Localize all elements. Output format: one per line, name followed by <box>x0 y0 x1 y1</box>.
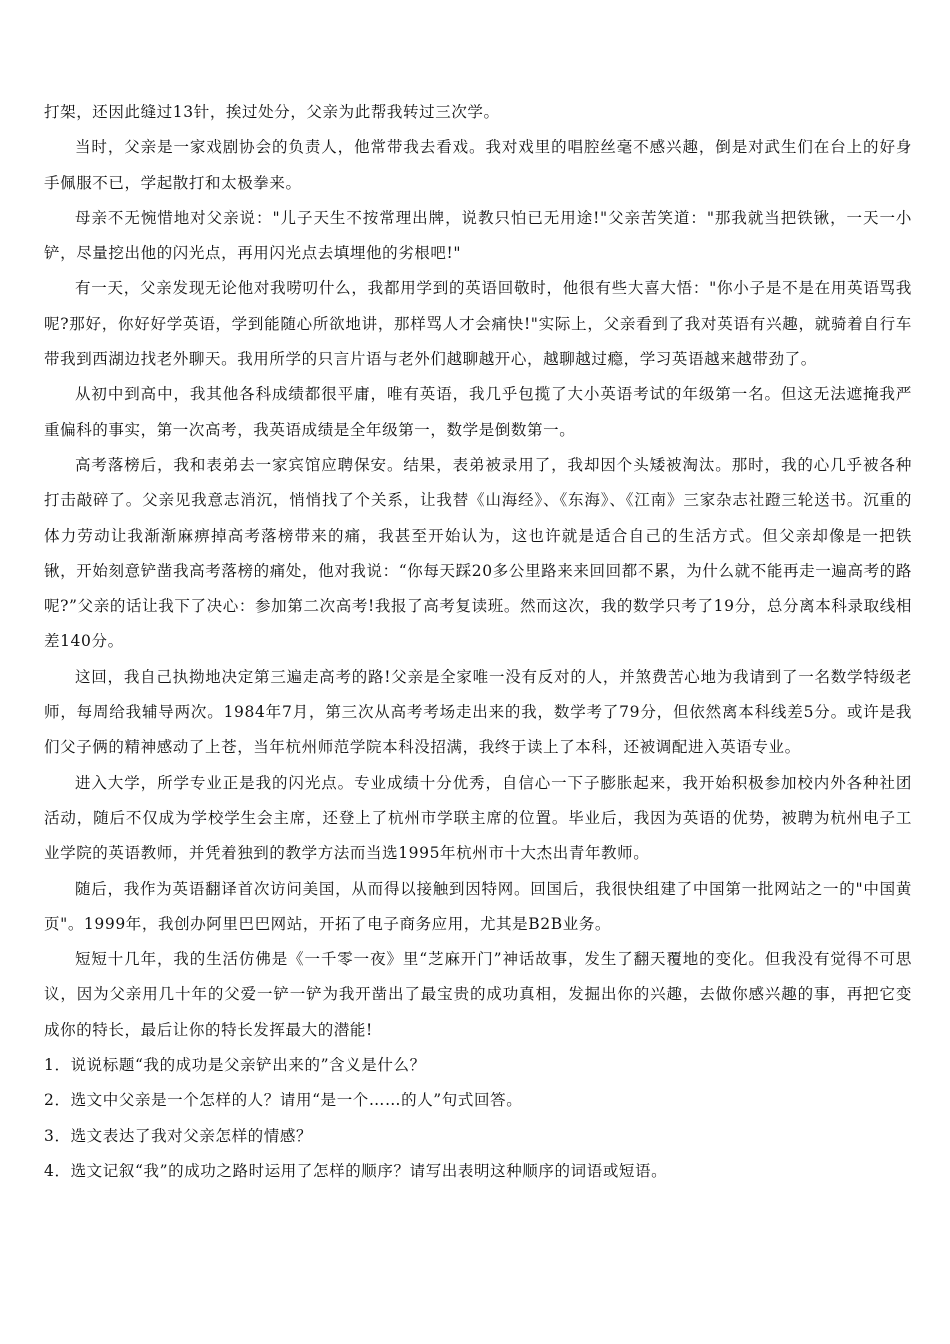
article-paragraph-continued: 打架，还因此缝过13针，挨过处分，父亲为此帮我转过三次学。 <box>44 103 500 121</box>
article-paragraph: 进入大学，所学专业正是我的闪光点。专业成绩十分优秀，自信心一下子膨胀起来，我开始积极参加校内外各种社团活动，随后不仅成为学校学生会主席，还登上了杭州市学联主席的位置。毕业后，我因为英语的优势，被聘为杭州电子工业学院的英语教师，并凭着独到的教学方法而当选1995年杭州市十大杰出青年教师。 <box>44 773 912 863</box>
question-number: 4． <box>44 1161 71 1180</box>
article-paragraph: 短短十几年，我的生活仿佛是《一千零一夜》里“芝麻开门”神话故事，发生了翻天覆地的变化。但我没有觉得不可思议，因为父亲用几十年的父爱一铲一铲为我开凿出了最宝贵的成功真相，发掘出你的兴趣，去做你感兴趣的事，再把它变成你的特长，最后让你的特长发挥最大的潜能! <box>44 950 912 1039</box>
article-paragraph: 从初中到高中，我其他各科成绩都很平庸，唯有英语，我几乎包揽了大小英语考试的年级第一名。但这无法遮掩我严重偏科的事实，第一次高考，我英语成绩是全年级第一，数学是倒数第一。 <box>44 385 912 439</box>
question-list <box>44 1048 912 1189</box>
article-paragraph: 母亲不无惋惜地对父亲说："儿子天生不按常理出牌，说教只怕已无用途!"父亲苦笑道："那我就当把铁锹，一天一小铲，尽量挖出他的闪光点，再用闪光点去填埋他的劣根吧!" <box>44 208 912 263</box>
question-item <box>44 1083 912 1118</box>
article-paragraph: 当时，父亲是一家戏剧协会的负责人，他常带我去看戏。我对戏里的唱腔丝毫不感兴趣，倒是对武生们在台上的好身手佩服不已，学起散打和太极拳来。 <box>44 138 912 192</box>
question-text: 选文记叙“我”的成功之路时运用了怎样的顺序？请写出表明这种顺序的词语或短语。 <box>70 1161 668 1180</box>
question-number: 3． <box>44 1126 71 1145</box>
question-item <box>44 1119 912 1154</box>
question-text: 选文表达了我对父亲怎样的情感？ <box>70 1126 313 1145</box>
question-item <box>44 1048 912 1083</box>
article-paragraph: 高考落榜后，我和表弟去一家宾馆应聘保安。结果，表弟被录用了，我却因个头矮被淘汰。那时，我的心几乎被各种打击敲碎了。父亲见我意志消沉，悄悄找了个关系，让我替《山海经》、《东海》、《江南》三家杂志社蹬三轮送书。沉重的体力劳动让我渐渐麻痹掉高考落榜带来的痛，我甚至开始认为，这也许就是适合自己的生活方式。但父亲却像是一把铁锹，开始刻意铲凿我高考落榜的痛处，他对我说：“你每天踩20多公里路来来回回都不累，为什么就不能再走一遍高考的路呢?”父亲的话让我下了决心：参加第二次高考!我报了高考复读班。然而这次，我的数学只考了19分，总分离本科录取线相差140分。 <box>44 455 912 651</box>
article-paragraph: 有一天，父亲发现无论他对我唠叨什么，我都用学到的英语回敬时，他很有些大喜大悟："你小子是不是在用英语骂我呢?那好，你好好学英语，学到能随心所欲地讲，那样骂人才会痛快!"实际上，父亲看到了我对英语有兴趣，就骑着自行车带我到西湖边找老外聊天。我用所学的只言片语与老外们越聊越开心，越聊越过瘾，学习英语越来越带劲了。 <box>44 279 912 369</box>
question-text: 选文中父亲是一个怎样的人？请用“是一个……的人”句式回答。 <box>70 1091 523 1110</box>
question-item <box>44 1154 912 1189</box>
question-text: 说说标题“我的成功是父亲铲出来的”含义是什么？ <box>70 1056 426 1075</box>
document-content <box>44 95 912 1189</box>
question-number: 1． <box>44 1056 71 1075</box>
question-number: 2． <box>44 1091 71 1110</box>
article-paragraph: 这回，我自己执拗地决定第三遍走高考的路!父亲是全家唯一没有反对的人，并煞费苦心地为我请到了一名数学特级老师，每周给我辅导两次。1984年7月，第三次从高考考场走出来的我，数学考了79分，但依然离本科线差5分。或许是我们父子俩的精神感动了上苍，当年杭州师范学院本科没招满，我终于读上了本科，还被调配进入英语专业。 <box>44 667 912 757</box>
article-paragraph: 随后，我作为英语翻译首次访问美国，从而得以接触到因特网。回国后，我很快组建了中国第一批网站之一的"中国黄页"。1999年，我创办阿里巴巴网站，开拓了电子商务应用，尤其是B2B业务。 <box>44 879 912 933</box>
